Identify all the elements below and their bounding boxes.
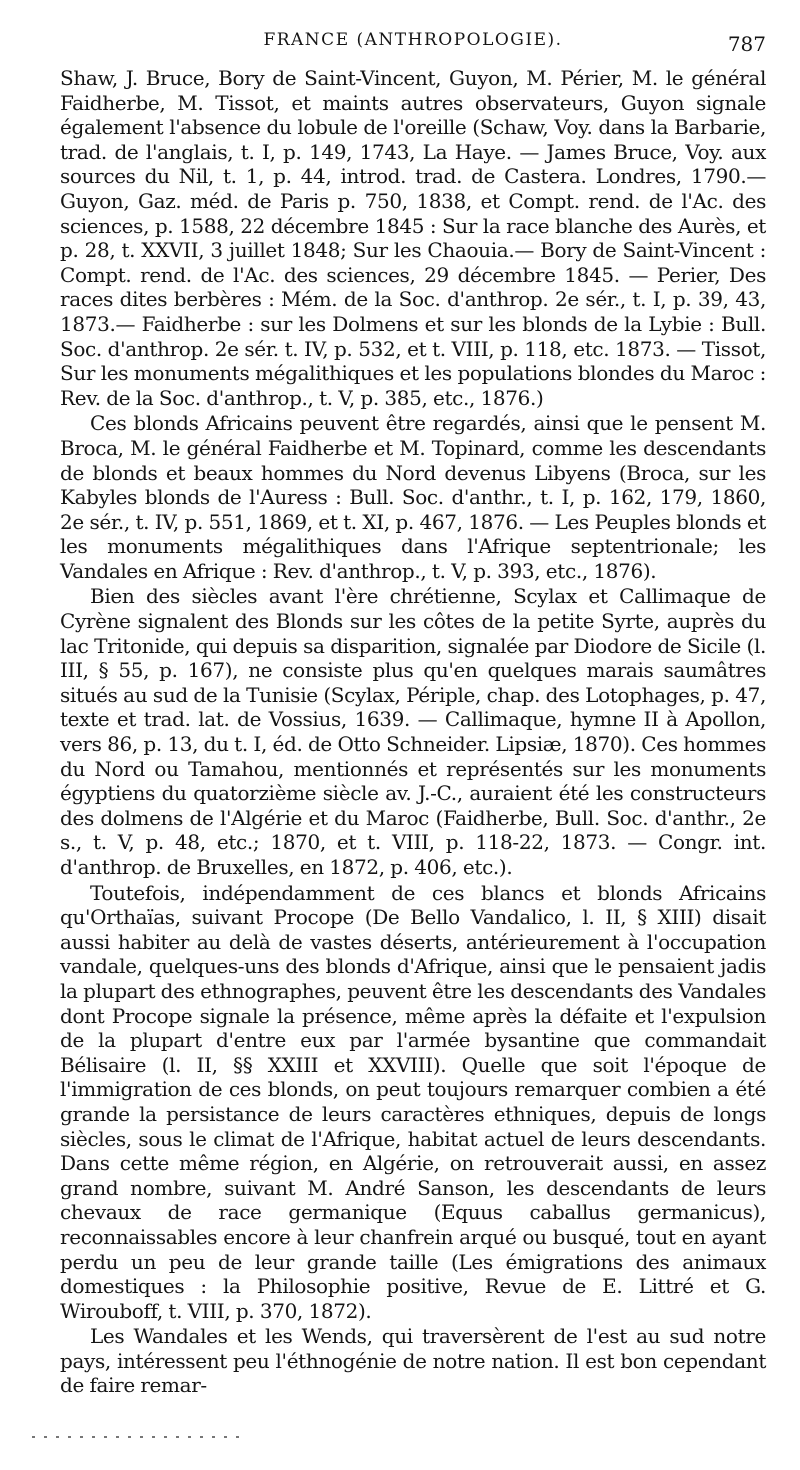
running-head: FRANCE (ANTHROPOLOGIE). [263, 30, 563, 50]
paragraph-scylax: Bien des siècles avant l'ère chrétienne, Scylax et Callimaque de Cyrène signalent des Blonds sur les côtes de la petite Syrte, auprès du lac Tritonide, qui depuis sa disparition, signalée par Diodore de Sicile (l. III, § 55, p. 167), ne consiste plus qu'en quelques marais saumâtres situés au sud de la Tunisie (Scylax, Périple, chap. des Lotophages, p. 47, texte et trad. lat. de Vossius, 1639. — Callimaque, hymne II à Apollon, vers 86, p. 13, du t. I, éd. de Otto Schneider. Lipsiæ, 1870). Ces hommes du Nord ou Tamahou, mentionnés et représentés sur les monuments égyptiens du quatorzième siècle av. J.-C., auraient été les constructeurs des dolmens de l'Algérie et du Maroc (Faidherbe, Bull. Soc. d'anthr., 2e s., t. V, p. 48, etc.; 1870, et t. VIII, p. 118-22, 1873. — Congr. int. d'anthrop. de Bruxelles, en 1872, p. 406, etc.). [60, 584, 766, 879]
page-header [60, 30, 766, 64]
page-body [60, 66, 766, 1398]
paragraph-wandales: Les Wandales et les Wends, qui traversèrent de l'est au sud notre pays, intéressent peu l'éthnogénie de notre nation. Il est bon cependant de faire remar- [60, 1324, 766, 1398]
page-number: 787 [727, 32, 766, 56]
bottom-print-marks [32, 1436, 292, 1442]
paragraph-blonds-africains: Ces blonds Africains peuvent être regardés, ainsi que le pensent M. Broca, M. le général Faidherbe et M. Topinard, comme les descendants de blonds et beaux hommes du Nord devenus Libyens (Broca, sur les Kabyles blonds de l'Auress : Bull. Soc. d'anthr., t. I, p. 162, 179, 1860, 2e sér., t. IV, p. 551, 1869, et t. XI, p. 467, 1876. — Les Peuples blonds et les monuments mégalithiques dans l'Afrique septentrionale; les Vandales en Afrique : Rev. d'anthrop., t. V, p. 393, etc., 1876). [60, 411, 766, 583]
paragraph-references: Shaw, J. Bruce, Bory de Saint-Vincent, Guyon, M. Périer, M. le général Faidherbe, M. Tissot, et maints autres observateurs, Guyon signale également l'absence du lobule de l'oreille (Schaw, Voy. dans la Barbarie, trad. de l'anglais, t. I, p. 149, 1743, La Haye. — James Bruce, Voy. aux sources du Nil, t. 1, p. 44, introd. trad. de Castera. Londres, 1790.—Guyon, Gaz. méd. de Paris p. 750, 1838, et Compt. rend. de l'Ac. des sciences, p. 1588, 22 décembre 1845 : Sur la race blanche des Aurès, et p. 28, t. XXVII, 3 juillet 1848; Sur les Chaouia.— Bory de Saint-Vincent : Compt. rend. de l'Ac. des sciences, 29 décembre 1845. — Perier, Des races dites berbères : Mém. de la Soc. d'anthrop. 2e sér., t. I, p. 39, 43, 1873.— Faidherbe : sur les Dolmens et sur les blonds de la Lybie : Bull. Soc. d'anthrop. 2e sér. t. IV, p. 532, et t. VIII, p. 118, etc. 1873. — Tissot, Sur les monuments mégalithiques et les populations blondes du Maroc : Rev. de la Soc. d'anthrop., t. V, p. 385, etc., 1876.) [60, 66, 766, 410]
paragraph-toutefois: Toutefois, indépendamment de ces blancs et blonds Africains qu'Orthaïas, suivant Procope (De Bello Vandalico, l. II, § XIII) disait aussi habiter au delà de vastes déserts, antérieurement à l'occupation vandale, quelques-uns des blonds d'Afrique, ainsi que le pensaient jadis la plupart des ethnographes, peuvent être les descendants des Vandales dont Procope signale la présence, même après la défaite et l'expulsion de la plupart d'entre eux par l'armée bysantine que commandait Bélisaire (l. II, §§ XXIII et XXVIII). Quelle que soit l'époque de l'immigration de ces blonds, on peut toujours remarquer combien a été grande la persistance de leurs caractères ethniques, depuis de longs siècles, sous le climat de l'Afrique, habitat actuel de leurs descendants. Dans cette même région, en Algérie, on retrouverait aussi, en assez grand nombre, suivant M. André Sanson, les descendants de leurs chevaux de race germanique (Equus caballus germanicus), reconnaissables encore à leur chanfrein arqué ou busqué, tout en ayant perdu un peu de leur grande taille (Les émigrations des animaux domestiques : la Philosophie positive, Revue de E. Littré et G. Wirouboff, t. VIII, p. 370, 1872). [60, 880, 766, 1323]
